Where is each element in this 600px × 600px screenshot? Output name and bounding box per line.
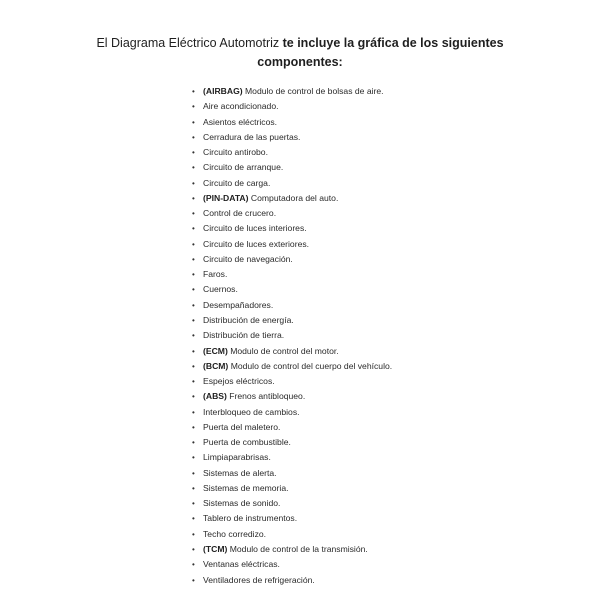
list-item [192,115,392,130]
bullet-icon: • [192,193,195,203]
list-item [192,130,392,145]
bullet-icon: • [192,392,195,402]
component-name: Limpiaparabrisas. [203,452,271,463]
list-item [192,313,392,328]
bullet-icon: • [192,483,195,493]
list-item [192,481,392,496]
list-item [192,328,392,343]
component-name: Distribución de tierra. [203,330,285,341]
component-name: Circuito de navegación. [203,253,293,264]
component-name: Circuito de carga. [203,177,271,188]
list-item [192,435,392,450]
component-name: Frenos antibloqueo. [229,391,306,402]
component-name: Circuito de arranque. [203,162,284,173]
component-name: Distribución de energía. [203,314,294,325]
component-name: Espejos eléctricos. [203,376,275,387]
component-name: Ventiladores de refrigeración. [203,574,315,585]
component-name: Circuito de luces exteriores. [203,238,310,249]
bullet-icon: • [192,468,195,478]
bullet-icon: • [192,529,195,539]
bullet-icon: • [192,209,195,219]
component-name: Cuernos. [203,284,238,295]
list-item [192,206,392,221]
component-name: Sistemas de memoria. [203,482,289,493]
component-name: Faros. [203,269,228,280]
bullet-icon: • [192,544,195,554]
bullet-icon: • [192,163,195,173]
component-code: (BCM) [203,360,229,371]
bullet-icon: • [192,514,195,524]
page-heading [60,34,540,72]
list-item [192,527,392,542]
list-item [192,237,392,252]
bullet-icon: • [192,331,195,341]
list-item [192,282,392,297]
bullet-icon: • [192,346,195,356]
list-item [192,450,392,465]
heading-bold-text: te incluye la gráfica de los siguientes componentes: [257,36,504,69]
list-item [192,542,392,557]
bullet-icon: • [192,453,195,463]
list-item [192,99,392,114]
bullet-icon: • [192,254,195,264]
component-name: Control de crucero. [203,208,277,219]
bullet-icon: • [192,270,195,280]
list-item [192,160,392,175]
list-item [192,389,392,404]
component-name: Modulo de control del cuerpo del vehículo. [230,360,393,371]
component-name: Modulo de control de bolsas de aire. [245,86,384,96]
component-name: Circuito de luces interiores. [203,223,307,234]
list-item [192,298,392,313]
component-code: (PIN-DATA) [203,192,249,203]
bullet-icon: • [192,407,195,417]
component-name: Techo corredizo. [203,528,267,539]
bullet-icon: • [192,102,195,112]
component-code: (TCM) [203,543,228,554]
component-code: (AIRBAG) [203,86,243,96]
list-item [192,267,392,282]
bullet-icon: • [192,438,195,448]
list-item [192,374,392,389]
heading-lead-text: El Diagrama Eléctrico Automotriz [96,36,283,50]
component-code: (ECM) [203,345,228,356]
component-name: Puerta del maletero. [203,421,281,432]
list-item [192,496,392,511]
list-item [192,466,392,481]
component-name: Desempañadores. [203,299,274,310]
component-name: Interbloqueo de cambios. [203,406,300,417]
list-item [192,84,392,99]
bullet-icon: • [192,422,195,432]
component-name: Computadora del auto. [250,192,339,203]
list-item [192,191,392,206]
list-item [192,557,392,572]
list-item [192,511,392,526]
bullet-icon: • [192,285,195,295]
list-item [192,573,392,588]
component-code: (ABS) [203,391,227,402]
list-item [192,176,392,191]
bullet-icon: • [192,132,195,142]
component-name: Modulo de control de la transmisión. [229,543,368,554]
bullet-icon: • [192,315,195,325]
bullet-icon: • [192,300,195,310]
bullet-icon: • [192,87,195,96]
bullet-icon: • [192,239,195,249]
component-name: Asientos eléctricos. [203,116,278,127]
bullet-icon: • [192,117,195,127]
component-name: Modulo de control del motor. [230,345,339,356]
bullet-icon: • [192,499,195,509]
component-name: Cerradura de las puertas. [203,131,301,142]
component-name: Ventanas eléctricas. [203,559,280,570]
list-item [192,359,392,374]
list-item [192,420,392,435]
bullet-icon: • [192,224,195,234]
bullet-icon: • [192,575,195,585]
list-item [192,344,392,359]
component-name: Circuito antirobo. [203,147,268,158]
bullet-icon: • [192,148,195,158]
list-item [192,145,392,160]
component-list [192,84,392,588]
component-name: Sistemas de alerta. [203,467,277,478]
component-name: Tablero de instrumentos. [203,513,298,524]
component-name: Puerta de combustible. [203,437,291,448]
bullet-icon: • [192,178,195,188]
bullet-icon: • [192,560,195,570]
bullet-icon: • [192,377,195,387]
component-name: Sistemas de sonido. [203,498,281,509]
list-item [192,221,392,236]
bullet-icon: • [192,361,195,371]
list-item [192,252,392,267]
list-item [192,405,392,420]
component-name: Aire acondicionado. [203,101,279,112]
